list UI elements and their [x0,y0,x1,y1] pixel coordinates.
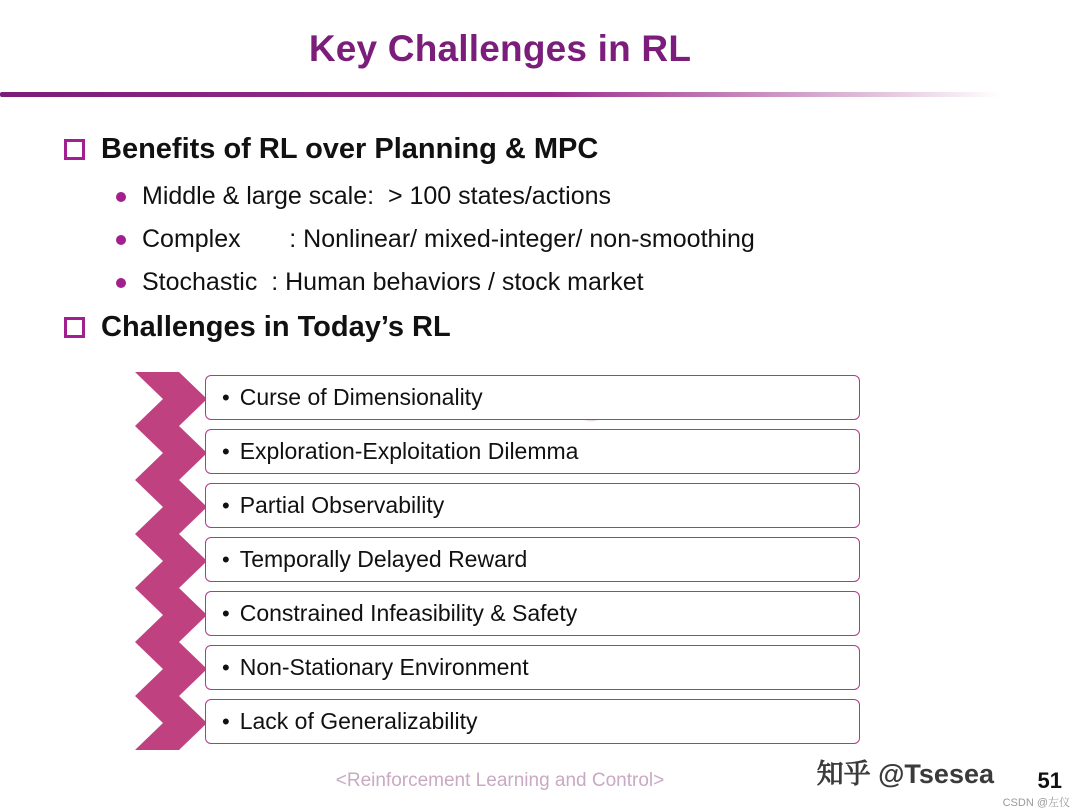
list-item-label: Constrained Infeasibility & Safety [239,600,578,626]
list-item-box[interactable] [205,375,860,420]
title-divider [0,92,1000,97]
list-item-label: Lack of Generalizability [239,708,478,734]
list-item-box[interactable] [205,591,860,636]
chevron-icon [135,696,207,750]
page-title: Key Challenges in RL [308,28,692,69]
section-heading-benefits [64,133,598,166]
section-heading-text: Benefits of RL over Planning & MPC [101,133,599,165]
list-item-box[interactable] [205,645,860,690]
square-bullet-icon [64,317,85,338]
list-item-label: Curse of Dimensionality [239,384,483,410]
square-bullet-icon [64,139,85,160]
bullet-marker: • [222,492,230,518]
round-bullet-icon [116,235,126,245]
list-item-box[interactable] [205,537,860,582]
section-heading-text: Challenges in Today’s RL [101,311,451,343]
list-item-label: Temporally Delayed Reward [239,546,528,572]
round-bullet-icon [116,278,126,288]
watermark-csdn: CSDN @左仪 [1002,797,1070,809]
chevron-icon [135,534,207,588]
watermark-zhihu: 知乎 @Tsesea [816,759,994,789]
bullet-item-stochastic [116,268,644,297]
bullet-text: Middle & large scale: > 100 states/actions [142,182,612,210]
bullet-marker: • [222,546,230,572]
list-item-label: Partial Observability [239,492,445,518]
bullet-marker: • [222,654,230,680]
bullet-item-complex [116,225,755,254]
list-item-box[interactable] [205,483,860,528]
bullet-marker: • [222,600,230,626]
chevron-icon [135,642,207,696]
list-item[interactable] [135,480,860,534]
page-number: 51 [1037,768,1062,793]
list-item-label: Non-Stationary Environment [239,654,529,680]
list-item-box[interactable] [205,699,860,744]
list-item[interactable] [135,426,860,480]
bullet-marker: • [222,708,230,734]
list-item[interactable] [135,372,860,426]
list-item[interactable] [135,588,860,642]
footer-note: <Reinforcement Learning and Control> [335,770,665,791]
bullet-marker: • [222,438,230,464]
round-bullet-icon [116,192,126,202]
list-item-label: Exploration-Exploitation Dilemma [239,438,579,464]
list-item[interactable] [135,696,860,750]
bullet-text: Complex : Nonlinear/ mixed-integer/ non-smoothing [142,225,755,253]
chevron-icon [135,588,207,642]
chevron-icon [135,426,207,480]
challenges-list [135,372,860,750]
list-item-box[interactable] [205,429,860,474]
list-item[interactable] [135,534,860,588]
chevron-icon [135,372,207,426]
bullet-marker: • [222,384,230,410]
bullet-item-scale [116,182,611,211]
chevron-icon [135,480,207,534]
bullet-text: Stochastic : Human behaviors / stock market [142,268,644,296]
section-heading-challenges [64,311,451,344]
list-item[interactable] [135,642,860,696]
